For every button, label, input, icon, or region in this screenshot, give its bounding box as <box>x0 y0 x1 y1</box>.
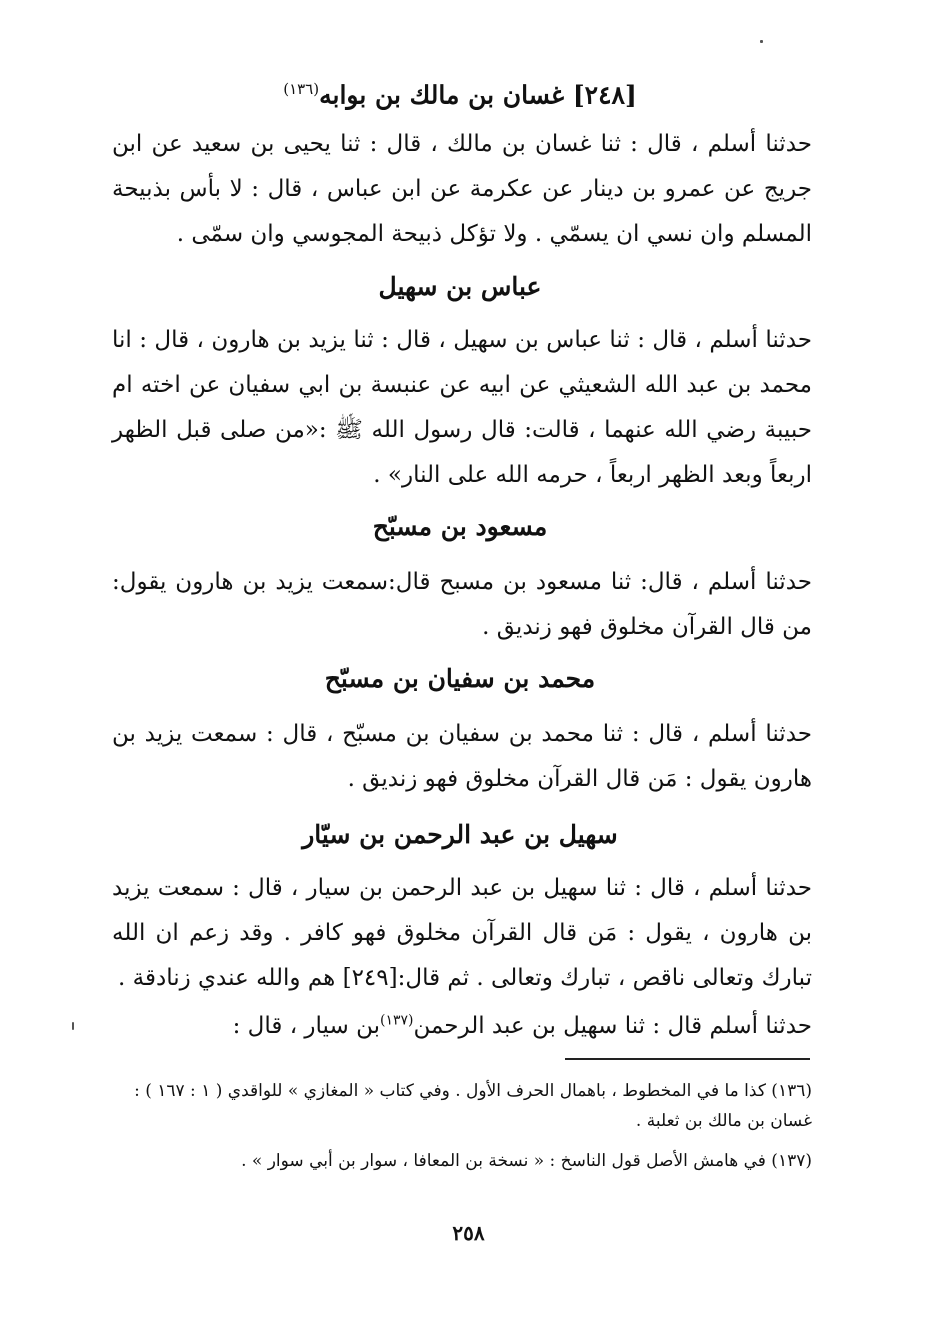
entry-heading: سهيل بن عبد الرحمن بن سيّار <box>302 820 618 849</box>
entry-paragraph: حدثنا أسلم ، قال: ثنا مسعود بن مسبح قال:سمعت يزيد بن هارون يقول: من قال القرآن مخلوق فهو زنديق . <box>112 569 812 640</box>
entry-heading: محمد بن سفيان بن مسبّح <box>324 664 596 693</box>
entry-paragraph: حدثنا أسلم ، قال : ثنا غسان بن مالك ، قال : ثنا يحيى بن سعيد عن ابن جريج عن عمرو بن دينار عن عكرمة عن ابن عباس ، قال : لا بأس بذبيحة المسلم وان نسي ان يسمّي . ولا تؤكل ذبيحة المجوسي وان سمّى . <box>112 131 812 247</box>
scan-speck <box>72 1022 74 1030</box>
entry-paragraph: حدثنا أسلم ، قال : ثنا محمد بن سفيان بن مسبّح ، قال : سمعت يزيد بن هارون يقول : مَن قال القرآن مخلوق فهو زنديق . <box>112 721 812 792</box>
footnote-ref-136: (١٣٦) <box>283 80 320 98</box>
entry-heading: مسعود بن مسبّح <box>372 512 548 541</box>
entry-paragraph: حدثنا أسلم ، قال : ثنا سهيل بن عبد الرحمن بن سيار ، قال : سمعت يزيد بن هارون ، يقول : مَن قال القرآن مخلوق فهو كافر . وقد زعم ان الله تبارك وتعالى ناقص ، تبارك وتعالى . ثم قال:[٢٤٩] هم والله عندي زنادقة . <box>112 875 812 991</box>
scan-speck <box>760 40 763 43</box>
footnote-line: (١٣٦) كذا ما في المخطوط ، باهمال الحرف الأول . وفي كتاب « المغازي » للواقدي ( ١ : ١٦٧ ) : <box>134 1081 812 1101</box>
footnote-divider <box>565 1058 810 1060</box>
footnote-137 <box>118 1146 812 1176</box>
entry-heading-248 <box>110 72 810 112</box>
paragraph-text: بن سيار ، قال : <box>232 1013 380 1039</box>
page-number: ٢٥٨ <box>452 1221 485 1245</box>
heading-text: [٢٤٨] غسان بن مالك بن بوابه <box>319 80 637 110</box>
entry-heading: عباس بن سهيل <box>378 272 542 301</box>
footnote-line: (١٣٧) في هامش الأصل قول الناسخ : « نسخة بن المعافا ، سوار بن أبي سوار » . <box>241 1151 812 1171</box>
footnote-line: غسان بن مالك بن ثعلبة . <box>635 1111 812 1131</box>
entry-paragraph: حدثنا أسلم ، قال : ثنا عباس بن سهيل ، قال : ثنا يزيد بن هارون ، قال : انا محمد بن عبد الله الشعيثي عن ابيه عن عنبسة بن ابي سفيان عن اخته ام حبيبة رضي الله عنهما ، قالت: قال رسول الله ﷺ :«من صلى قبل الظهر اربعاً وبعد الظهر اربعاً ، حرمه الله على النار» . <box>112 327 812 488</box>
footnote-136 <box>118 1076 812 1136</box>
entry-paragraph-continued <box>112 1004 812 1049</box>
paragraph-text: حدثنا أسلم قال : ثنا سهيل بن عبد الرحمن <box>413 1013 812 1039</box>
footnote-ref-137: (١٣٧) <box>379 1012 414 1029</box>
